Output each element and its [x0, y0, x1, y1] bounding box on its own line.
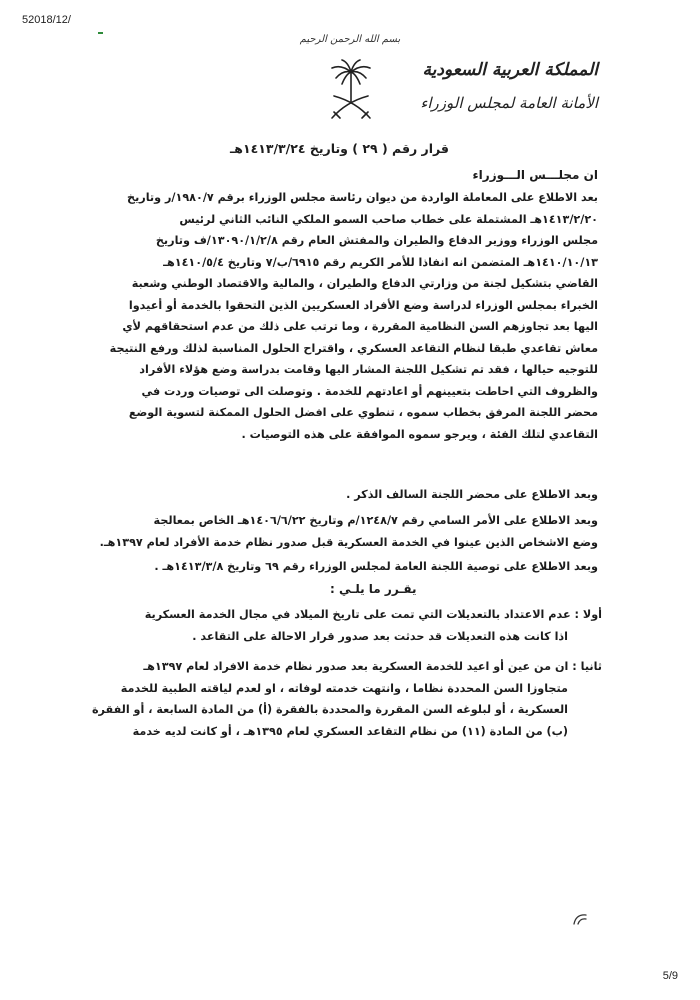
paragraph-line: للتوجيه حيالها ، فقد تم تشكيل اللجنة المشار اليها وقامت بدراسة وضع هؤلاء الأفراد: [139, 363, 598, 376]
paragraph-line: محضر اللجنة المرفق بخطاب سموه ، تنطوي على افضل الحلول الممكنة لتسوية الوضع: [128, 406, 598, 419]
paragraph-line: ١٤١٣/٢/٢٠هـ المشتملة على خطاب صاحب السمو الملكي النائب الثاني لرئيس: [179, 212, 598, 226]
council-heading: ان مجلـــس الـــوزراء: [472, 168, 598, 182]
print-date: 52018/12/: [22, 14, 71, 26]
paragraph-line: وضع الاشخاص الذين عينوا في الخدمة العسكرية قبل صدور نظام خدمة الأفراد لعام ١٣٩٧هـ.: [99, 535, 598, 549]
paragraph-line: والظروف التي احاطت بتعيينهم أو اعادتهم للخدمة . وتوصلت الى توصيات وردت في: [141, 384, 598, 398]
paragraph-royal-order: [99, 510, 598, 553]
item-number: ثانيا :: [572, 660, 602, 673]
resolution-item-second: [91, 656, 602, 742]
secretariat-title: الأمانة العامة لمجلس الوزراء: [420, 94, 598, 112]
item-line: عدم الاعتداد بالتعديلات التي تمت على تاريخ الميلاد في مجال الخدمة العسكرية: [144, 608, 571, 621]
continuation-mark-icon: [572, 912, 588, 926]
decision-number-line: قرار رقم ( ٢٩ ) وتاريخ ١٤١٣/٣/٢٤هـ: [230, 141, 449, 156]
item-number: أولا :: [574, 608, 602, 621]
paragraph-line: مجلس الوزراء ووزير الدفاع والطيران والمفتش العام رقم ١٣٠٩٠/١/٢/٨/ف وتاريخ: [155, 234, 598, 247]
palm-and-swords-emblem-icon: [328, 58, 374, 124]
item-line: اذا كانت هذه التعديلات قد حدثت بعد صدور قرار الاحالة على التقاعد .: [192, 629, 568, 643]
item-line: متجاوزا السن المحددة نظاما ، وانتهت خدمته لوفاته ، او لعدم لياقته الطبية للخدمة: [120, 681, 568, 695]
paragraph-line: الخبراء بمجلس الوزراء لدراسة وضع الأفراد العسكريين الذين التحقوا بالخدمة أو أعيدوا: [128, 298, 598, 312]
paragraph-line: اليها بعد تجاوزهم السن النظامية المقررة ، وما ترتب على ذلك من عدم استحقاقهم لأي: [122, 320, 598, 333]
kingdom-title: المملكة العربية السعودية: [422, 60, 598, 80]
resolution-item-first: [128, 604, 602, 647]
resolves-heading: يقـرر ما يلـي :: [330, 582, 417, 596]
paragraph-line: وبعد الاطلاع على محضر اللجنة السالف الذكر .: [346, 488, 598, 501]
item-line: ان من عين أو اعيد للخدمة العسكرية بعد صدور نظام خدمة الافراد لعام ١٣٩٧هـ: [143, 660, 569, 673]
basmala: بسم الله الرحمن الرحيم: [299, 34, 401, 45]
paragraph-line: وبعد الاطلاع على توصية اللجنة العامة لمجلس الوزراء رقم ٦٩ وتاريخ ١٤١٣/٣/٨هـ .: [154, 560, 598, 573]
paragraph-line: وبعد الاطلاع على الأمر السامي رقم ١٢٤٨/٧/م وتاريخ ١٤٠٦/٦/٢٢هـ الخاص بمعالجة: [153, 514, 598, 527]
paragraph-general-committee: [128, 556, 598, 578]
paragraph-line: القاضي بتشكيل لجنة من وزارتي الدفاع والطيران ، والمالية والاقتصاد الوطني وشعبة: [131, 277, 598, 290]
paragraph-committee-minutes: [128, 484, 598, 506]
paragraph-line: معاش تقاعدي طبقا لنظام التقاعد العسكري ، واقتراح الحلول المناسبة لذلك ورفع النتيجة: [109, 341, 598, 355]
paragraph-line: ١٤١٠/١٠/١٣هـ المتضمن انه انفاذا للأمر الكريم رقم ٦٩١٥/ب/٧ وتاريخ ١٤١٠/٥/٤هـ: [163, 255, 598, 269]
paragraph-line: التقاعدي لتلك الفئة ، ويرجو سموه الموافقة على هذه التوصيات .: [241, 427, 598, 441]
item-line: (ب) من المادة (١١) من نظام التقاعد العسكري لعام ١٣٩٥هـ ، أو كانت لديه خدمة: [132, 724, 568, 738]
page-number: 5/9: [662, 970, 678, 982]
item-line: العسكرية ، أو لبلوغه السن المقررة والمحددة بالفقرة (أ) من المادة السابعة ، أو الفقرة: [91, 703, 568, 716]
paragraph-line: بعد الاطلاع على المعاملة الواردة من ديوان رئاسة مجلس الوزراء برقم ١٩٨٠/٧/ر وتاريخ: [127, 191, 598, 204]
margin-mark: [98, 32, 103, 34]
paragraph-main: [109, 187, 598, 445]
